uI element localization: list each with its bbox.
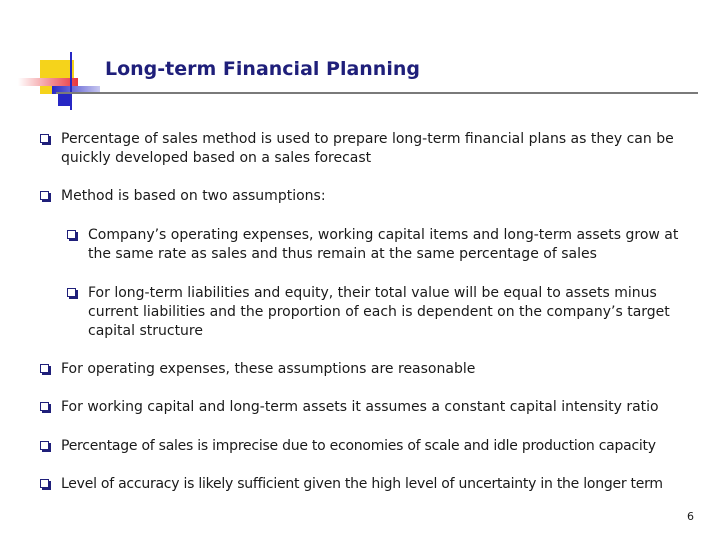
bullet-text: Percentage of sales is imprecise due to economies of scale and idle production capacity (61, 438, 656, 454)
bullet-box-icon (40, 134, 49, 143)
title-underline (56, 92, 698, 94)
bullet-box-icon (67, 288, 76, 297)
bullet-box-icon (67, 230, 76, 239)
bullet-box-icon (40, 364, 49, 373)
bullet-text: For working capital and long-term assets it assumes a constant capital intensity ratio (61, 399, 659, 415)
logo-blue-square (58, 92, 72, 106)
bullet-text: Method is based on two assumptions: (61, 188, 326, 204)
slide-title: Long-term Financial Planning (105, 58, 420, 80)
bullet-text: For long-term liabilities and equity, their total value will be equal to assets minus current liabilities and the proportion of each is dependent on the company’s target capital structure (88, 285, 670, 339)
bullet-box-icon (40, 441, 49, 450)
bullet-box-icon (40, 402, 49, 411)
slide-logo (0, 0, 110, 120)
bullet-text: Company’s operating expenses, working capital items and long-term assets grow at the same rate as sales and thus remain at the same percentage of sales (88, 227, 679, 262)
logo-red-bar (18, 78, 78, 86)
page-number: 6 (687, 510, 694, 523)
bullet-box-icon (40, 479, 49, 488)
bullet-text: For operating expenses, these assumptions are reasonable (61, 361, 476, 377)
bullet-text: Level of accuracy is likely sufficient given the high level of uncertainty in the longer term (61, 476, 663, 492)
bullet-text: Percentage of sales method is used to prepare long-term financial plans as they can be quickly developed based on a sales forecast (61, 131, 674, 166)
bullet-box-icon (40, 191, 49, 200)
